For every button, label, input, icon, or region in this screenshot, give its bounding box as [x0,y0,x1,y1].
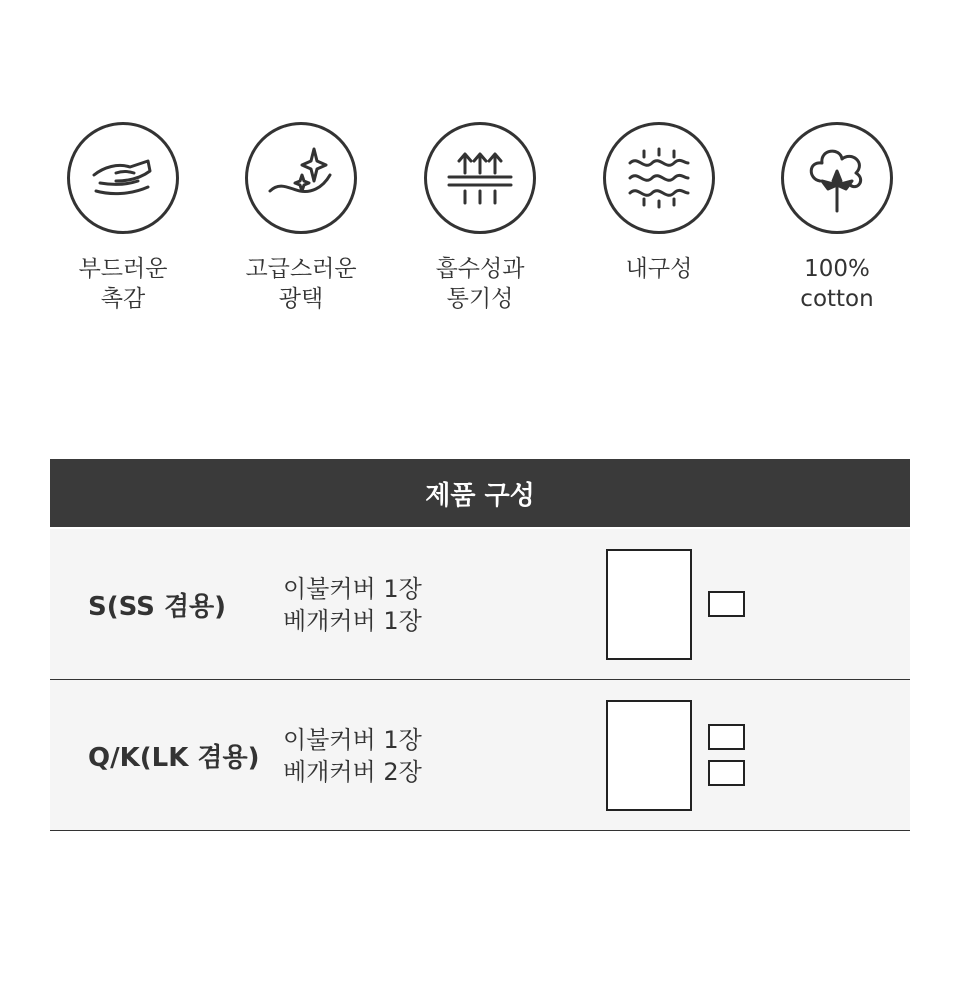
table-row-qk [50,680,910,831]
contents-item: 베개커버 2장 [283,758,422,786]
feature-durability [584,122,734,284]
pillow-cover-diagram [708,760,745,786]
absorb-breath-icon [424,122,536,234]
woven-fabric-icon [603,122,715,234]
feature-label: 부드러운 촉감 [78,256,168,312]
feature-softness [48,122,198,314]
contents-item: 이불커버 1장 [283,575,422,603]
feature-cotton [762,122,912,314]
size-label: S(SS 겸용) [88,591,227,622]
contents-item: 베개커버 1장 [283,607,422,635]
contents-item: 이불커버 1장 [283,726,422,754]
contents-list [283,724,422,788]
sparkle-gloss-icon [245,122,357,234]
feature-gloss [226,122,376,314]
table-title: 제품 구성 [50,459,910,527]
duvet-cover-diagram [606,549,692,660]
feature-label: 100% cotton [800,256,874,312]
feature-label: 흡수성과 통기성 [435,256,525,312]
feature-absorb [405,122,555,314]
feature-label: 고급스러운 광택 [245,256,357,312]
pillow-cover-diagram [708,724,745,750]
table-row-s [50,529,910,680]
cotton-flower-icon [781,122,893,234]
size-label: Q/K(LK 겸용) [88,742,260,773]
pillow-cover-diagram [708,591,745,617]
feature-icons [0,122,960,322]
duvet-cover-diagram [606,700,692,811]
hand-softness-icon [67,122,179,234]
contents-list [283,573,422,637]
feature-label: 내구성 [625,256,693,282]
